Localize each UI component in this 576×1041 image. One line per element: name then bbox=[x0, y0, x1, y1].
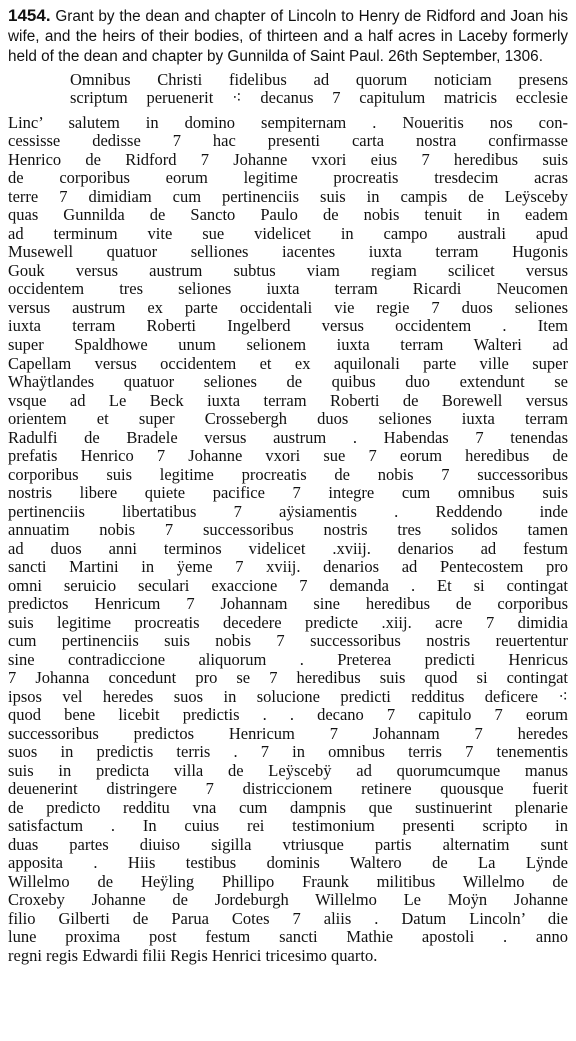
charter-line: iuxta terram Roberti Ingelberd versus occidentem . Item bbox=[8, 316, 568, 336]
entry-summary: Grant by the dean and chapter of Lincoln to Henry de Ridford and Joan his wife, and the heirs of their bodies, of thirteen and a half acres in Laceby formerly held of the dean and chapter by Gunnilda of Saint Paul. bbox=[8, 8, 569, 66]
opening-line: Omnibus Christi fidelibus ad quorum noticiam presens bbox=[70, 69, 568, 89]
charter-line: ipsos vel heredes suos in solucione predicti redditus deficere ⁖ bbox=[8, 686, 568, 706]
charter-line: super Spaldhowe unum selionem iuxta terram Walteri ad bbox=[8, 334, 568, 354]
charter-line: deuenerint distringere 7 districcionem retinere quousque fuerit bbox=[8, 779, 568, 799]
charter-line: vsque ad Le Beck iuxta terram Roberti de Borewell versus bbox=[8, 390, 568, 410]
charter-line: orientem et super Crossebergh duos seliones iuxta terram bbox=[8, 409, 568, 429]
entry-number: 1454. bbox=[8, 6, 51, 25]
charter-line: Linc’ salutem in domino sempiternam . Noueritis nos con- bbox=[8, 112, 568, 132]
charter-line: Musewell quatuor selliones iacentes iuxta terram Hugonis bbox=[8, 242, 568, 262]
charter-line: corporibus suis legitime procreatis de nobis 7 successoribus bbox=[8, 464, 568, 484]
charter-line: suis in predicta villa de Leÿscebÿ ad quorumcumque manus bbox=[8, 760, 568, 780]
charter-line: quas Gunnilda de Sancto Paulo de nobis tenuit in eadem bbox=[8, 205, 568, 225]
charter-line: apposita . Hiis testibus dominis Waltero de La Lÿnde bbox=[8, 853, 568, 873]
charter-line: nostris libere quiete pacifice 7 integre cum omnibus suis bbox=[8, 483, 568, 503]
charter-line: suis legitime procreatis decedere predicte .xiij. acre 7 dimidia bbox=[8, 612, 568, 632]
document-page bbox=[8, 6, 568, 966]
charter-line: regni regis Edwardi filii Regis Henrici tricesimo quarto. bbox=[8, 946, 378, 965]
charter-line: satisfactum . In cuius rei testimonium presenti scripto in bbox=[8, 816, 568, 836]
charter-line: sancti Martini in ÿeme 7 xviij. denarios ad Pentecostem pro bbox=[8, 557, 568, 577]
charter-line: quod bene licebit predictis . . decano 7 capitulo 7 eorum bbox=[8, 705, 568, 725]
charter-line: occidentem tres seliones iuxta terram Ricardi Neucomen bbox=[8, 279, 568, 299]
charter-line: Gouk versus austrum subtus viam regiam scilicet versus bbox=[8, 260, 568, 280]
charter-line: versus austrum ex parte occidentali vie regie 7 duos seliones bbox=[8, 297, 568, 317]
charter-line: successoribus predictos Henricum 7 Johannam 7 heredes bbox=[8, 723, 568, 743]
opening-line: scriptum peruenerit ⁖ decanus 7 capitulum matricis ecclesie bbox=[70, 88, 568, 108]
entry-heading bbox=[8, 6, 568, 68]
charter-line: Capellam versus occidentem et ex aquilonali parte ville super bbox=[8, 353, 568, 373]
charter-line: prefatis Henrico 7 Johanne vxori sue 7 eorum heredibus de bbox=[8, 446, 568, 466]
charter-line: 7 Johanna concedunt pro se 7 heredibus suis quod si contingat bbox=[8, 668, 568, 688]
charter-line: predictos Henricum 7 Johannam sine heredibus de corporibus bbox=[8, 594, 568, 614]
charter-line: terre 7 dimidiam cum pertinenciis suis in campis de Leÿsceby bbox=[8, 186, 568, 206]
charter-line: lune proxima post festum sancti Mathie apostoli . anno bbox=[8, 927, 568, 947]
charter-line: de corporibus eorum legitime procreatis tresdecim acras bbox=[8, 168, 568, 188]
charter-line: ad duos anni terminos videlicet .xviij. denarios ad festum bbox=[8, 538, 568, 558]
charter-line: Willelmo de Heÿling Phillipo Fraunk militibus Willelmo de bbox=[8, 871, 568, 891]
charter-line: Radulfi de Bradele versus austrum . Habendas 7 tenendas bbox=[8, 427, 568, 447]
charter-line: cum pertinenciis suis nobis 7 successoribus nostris reuertentur bbox=[8, 631, 568, 651]
charter-line: duas partes diuiso sigilla vtriusque partis alternatim sunt bbox=[8, 834, 568, 854]
charter-line: omni seruicio seculari exaccione 7 demanda . Et si contingat bbox=[8, 575, 568, 595]
charter-line: filio Gilberti de Parua Cotes 7 aliis . Datum Lincoln’ die bbox=[8, 908, 568, 928]
charter-line: sine contradiccione aliquorum . Preterea predicti Henricus bbox=[8, 649, 568, 669]
charter-text bbox=[8, 114, 568, 966]
charter-line: Croxeby Johanne de Jordeburgh Willelmo Le Moÿn Johanne bbox=[8, 890, 568, 910]
charter-line: Whaÿtlandes quatuor seliones de quibus duo extendunt se bbox=[8, 372, 568, 392]
entry-date: 26th September, 1306. bbox=[388, 48, 543, 66]
charter-line: pertinenciis libertatibus 7 aÿsiamentis . Reddendo inde bbox=[8, 501, 568, 521]
charter-line: cessisse dedisse 7 hac presenti carta nostra confirmasse bbox=[8, 131, 568, 151]
charter-opening bbox=[8, 71, 568, 108]
charter-line: Henrico de Ridford 7 Johanne vxori eius 7 heredibus suis bbox=[8, 149, 568, 169]
charter-line: annuatim nobis 7 successoribus nostris tres solidos tamen bbox=[8, 520, 568, 540]
charter-line: suos in predictis terris . 7 in omnibus terris 7 tenementis bbox=[8, 742, 568, 762]
charter-line: de predicto redditu vna cum dampnis que sustinuerint plenarie bbox=[8, 797, 568, 817]
charter-line: ad terminum vite sue videlicet in campo australi apud bbox=[8, 223, 568, 243]
